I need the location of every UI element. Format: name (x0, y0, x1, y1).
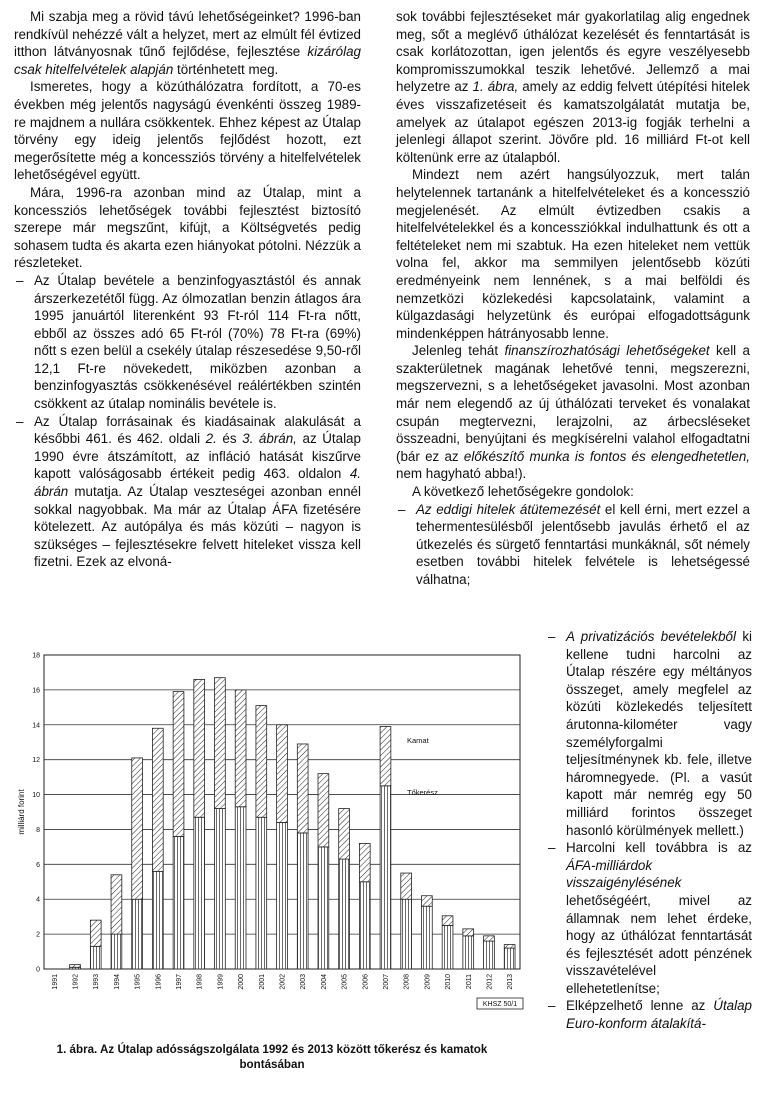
bar-kamat (235, 690, 246, 807)
caption-line: 1. ábra. Az Útalap adósságszolgálata 1992 és 2013 között tőkerész és kamatok (56, 1043, 488, 1056)
bar-kamat (111, 875, 122, 934)
bar-kamat (132, 758, 143, 899)
y-tick-label: 14 (32, 722, 40, 730)
bullet-item: – Az Útalap forrásainak és kiadásainak alakulását a későbbi 461. és 462. oldali 2. és 3. ábrán, az Útalap 1990 évre átszámított, az infláció hatását kiszűrve kapott valóságosabb értékeit pedig 463. oldalon 4. ábrán mutatja. Az Útalap veszteségei azonban ennél sokkal nagyobbak. Ma már az Útalap ÁFA fizetésére kötelezett. Az autópálya és más közúti – nagyon is szükséges – fejlesztésekre felvett hiteleket vissza kell fizetni. Ezek az elvoná- (14, 413, 361, 571)
y-tick-label: 2 (36, 931, 40, 939)
bar-tokereszt (504, 948, 515, 969)
x-tick-label: 2005 (341, 974, 349, 990)
x-tick-label: 2004 (320, 974, 328, 990)
y-tick-label: 18 (32, 652, 40, 660)
y-tick-label: 4 (36, 896, 40, 904)
bar-tokereszt (380, 786, 391, 969)
legend-label-kamat: Kamat (407, 736, 429, 745)
bar-kamat (70, 965, 81, 968)
x-tick-label: 1993 (93, 974, 101, 990)
x-tick-label: 1996 (155, 974, 163, 990)
bullet-item: – A privatizációs bevételekből ki kellene tudni harcolni az Útalap részére egy méltányos összeget, amely megfelel az közúti közlekedés teljesített árutonna-kilométer vagy személyforgalmi teljesítménynek kb. fele, illetve háromnegyede. (Pl. a vasút kapott már nemrég egy 50 milliárd forintos összeget hasonló körülmények mellett.) (548, 628, 752, 839)
x-tick-label: 2007 (382, 974, 390, 990)
bar-kamat (256, 706, 267, 818)
x-tick-label: 1999 (217, 974, 225, 990)
bar-kamat (463, 929, 474, 936)
bar-kamat (152, 728, 163, 871)
bar-tokereszt (173, 836, 184, 969)
bar-kamat (359, 843, 370, 881)
y-tick-label: 8 (36, 826, 40, 834)
x-tick-label: 1998 (196, 974, 204, 990)
bullet-item: – Az Útalap bevétele a benzinfogyasztástól és annak árszerkezetétől függ. Az ólmozatlan benzin átlagos ára 1995 januártól literenként 93 Ft-ról 114 Ft-ra nőtt, ebből az összes adó 65 Ft-ról (70%) 78 Ft-ra (69%) nőtt s ezen belül a csekély útalap részesedése 9,50-ről 12,1 Ft-re növekedett, miközben azonban a benzinfogyasztás csökkenésével reálértékben szintén csökkent az útalap nominális bevétele is. (14, 272, 361, 413)
paragraph: Ismeretes, hogy a közúthálózatra fordított, a 70-es években még jelentős nagyságú évenkénti összeg 1989-re majdnem a nullára csökkentek. Ehhez képest az Útalap törvény egy ideig jelentős fejlődést hozott, ezt megerősítette még a koncessziós törvény a hitelfelvételek lehetőségével együtt. (14, 79, 361, 183)
x-tick-label: 1995 (134, 974, 142, 990)
figure-stamp-label: KHSZ 50/1 (482, 1001, 518, 1008)
bar-kamat (90, 920, 101, 946)
bar-kamat (421, 896, 432, 906)
x-tick-label: 2003 (300, 974, 308, 990)
y-tick-label: 6 (36, 861, 40, 869)
bar-tokereszt (215, 809, 226, 969)
paragraph: Jelenleg tehát finanszírozhatósági lehetőségeket kell a szakterületnek magának lehetővé tenni, megszerezni, megszervezni, s a lehetőségeket javasolni. Most azonban már nem elegendő az új úthálózati terveket és vonalakat csupán megtervezni, lerajzolni, az árbecsléseket összeadni, benyújtani és megkísérelni valahol elfogadtatni (bár ez az előkészítő munka is fontos és elengedhetetlen, nem hagyható abba!). (396, 343, 750, 482)
bar-tokereszt (442, 925, 453, 969)
bar-tokereszt (194, 817, 205, 969)
bar-kamat (194, 679, 205, 817)
narrow-column (548, 628, 752, 1033)
bullet-item: – Az eddigi hitelek átütemezését el kell érni, mert ezzel a tehermentesülésből jelentősebb javulás érhető el az útkezelés és sürgető fenntartási munkáknál, sőt némely esetben további hitelek felvétele is lehetségessé válhatna; (396, 501, 750, 589)
bar-tokereszt (297, 833, 308, 969)
y-tick-label: 0 (36, 966, 40, 974)
x-tick-label: 2008 (403, 974, 411, 990)
x-tick-label: 2011 (465, 974, 473, 990)
bar-kamat (484, 936, 495, 941)
caption-line: bontásában (239, 1058, 305, 1071)
bar-kamat (215, 678, 226, 809)
bar-kamat (380, 727, 391, 786)
x-tick-label: 2006 (362, 974, 370, 990)
bar-tokereszt (277, 822, 288, 969)
bar-kamat (277, 725, 288, 823)
bar-chart (12, 643, 534, 1036)
bar-tokereszt (484, 941, 495, 969)
x-tick-label: 2010 (445, 974, 453, 990)
bar-kamat (442, 916, 453, 926)
x-tick-label: 1997 (176, 974, 184, 990)
bar-kamat (318, 774, 329, 847)
y-tick-label: 16 (32, 687, 40, 695)
bar-tokereszt (111, 934, 122, 969)
x-tick-label: 2002 (279, 974, 287, 990)
x-tick-label: 1992 (72, 974, 80, 990)
x-tick-label: 1994 (113, 974, 121, 990)
bar-tokereszt (132, 899, 143, 969)
figure-chart (12, 643, 534, 1036)
x-tick-label: 2000 (238, 974, 246, 990)
bullet-item: – Harcolni kell továbbra is az ÁFA-milliárdok visszaigénylésének lehetőségéért, mivel az államnak nem lehet érdeke, hogy az úthálózat fenntartását és fejlesztését adott pénzének visszavételével ellehetetlenítse; (548, 839, 752, 997)
bar-tokereszt (421, 906, 432, 969)
bar-tokereszt (359, 882, 370, 969)
x-tick-label: 2012 (486, 974, 494, 990)
bar-kamat (339, 809, 350, 860)
bar-tokereszt (256, 817, 267, 969)
y-axis-label: milliárd forint (17, 789, 26, 835)
bar-tokereszt (152, 871, 163, 969)
y-tick-label: 10 (32, 792, 40, 800)
bar-tokereszt (463, 936, 474, 969)
figure-caption (14, 1042, 530, 1072)
x-tick-label: 2013 (507, 974, 515, 990)
left-column (14, 8, 361, 571)
bar-tokereszt (318, 847, 329, 969)
bar-tokereszt (339, 859, 350, 969)
bullet-item: – Elképzelhető lenne az Útalap Euro-konform átalakítá- (548, 997, 752, 1032)
bar-kamat (297, 744, 308, 833)
paragraph: Mi szabja meg a rövid távú lehetőségeinket? 1996-ban rendkívül nehézzé vált a helyzet, mert az elmúlt fél évtized itthon látványosnak tűnő fejlődése, fejlesztése kizárólag csak hitelfelvételek alapján történhetett meg. (14, 9, 361, 77)
x-tick-label: 2009 (424, 974, 432, 990)
y-tick-label: 12 (32, 757, 40, 765)
legend-label-tokereszt: Tőkerész (407, 788, 438, 797)
paragraph: Mára, 1996-ra azonban mind az Útalap, mint a koncessziós lehetőségek további fejlesztést biztosító szerepe már megszűnt, kifújt, a Költségvetés pedig sohasem tudta és akarta ezen hiányokat pótolni. Nézzük a részleteket. (14, 184, 361, 271)
paragraph: sok további fejlesztéseket már gyakorlatilag alig engednek meg, sőt a meglévő úthálózat kezelését és fenntartását is csak korlátozottan, igen jelentős és egyre veszélyesebb kompromisszumokkal teszik lehetővé. Jellemző a mai helyzetre az 1. ábra, amely az eddig felvett útépítési hitelek éves visszafizetéseit és kamatszolgálatát mutatja be, amelyek az útalapot egészen 2013-ig fogják terhelni a jelenlegi állapot szerint. Jövőre pld. 16 milliárd Ft-ot kell költenünk erre az útalapból. (396, 9, 750, 165)
x-tick-label: 1991 (51, 974, 59, 990)
bar-kamat (401, 873, 412, 899)
x-tick-label: 2001 (258, 974, 266, 990)
paragraph: Mindezt nem azért hangsúlyozzuk, mert talán helytelennek tartanánk a hitelfelvételeket és a koncesszió megjelenését. Az elmúlt évtizedben csakis a hitelfelvételekkel és a koncessziókkal indulhattunk és ott a feltételeket nem mi szabtuk. Ha ezen hiteleket nem vettük volna fel, akkor ma semmilyen jelentősebb közúti eredményeink nem lennének, s a mai belföldi és nemzetközi közlekedési kapcsolataink, valamint a külgazdasági helyzetünk és európai elfogadottságunk mindenképpen hátrányosabb lenne. (396, 167, 750, 341)
bar-tokereszt (235, 807, 246, 969)
bar-kamat (504, 945, 515, 948)
bar-kamat (173, 692, 184, 837)
bar-tokereszt (401, 899, 412, 969)
bar-tokereszt (90, 946, 101, 969)
right-column (396, 8, 750, 589)
paragraph: A következő lehetőségekre gondolok: (412, 484, 634, 500)
